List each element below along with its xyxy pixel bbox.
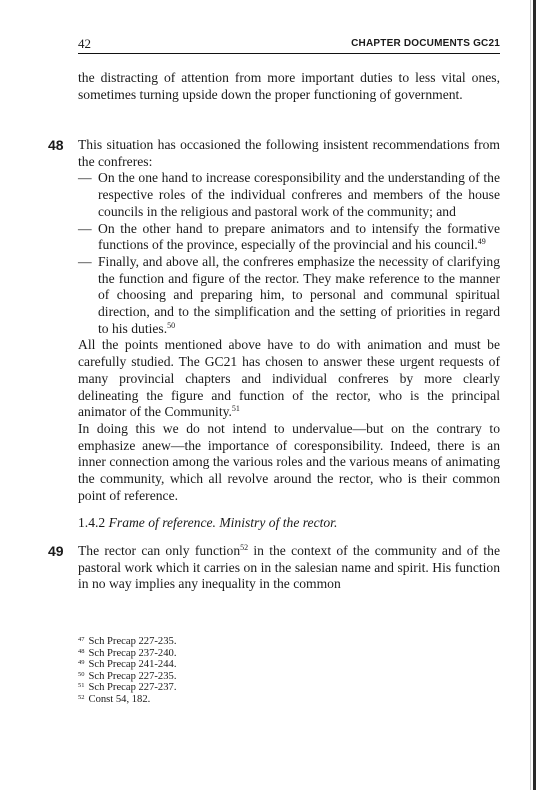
footnote-ref: 52	[240, 543, 249, 552]
page-edge-shadow	[530, 0, 531, 790]
footnotes	[78, 636, 176, 705]
dash-marker: —	[78, 253, 92, 269]
page-number: 42	[78, 36, 91, 51]
footnote: $^{48}$ Sch Precap 237-240.	[78, 647, 177, 659]
paragraph-48-after-1: All the points mentioned above have to do with animation and must be carefully studied. The GC21 has chosen to answer these urgent requests of many provincial chapters and individual confreres by more clearly delineating the figure and function of the rector, who is the principal animator of the Community.$^{51}$	[78, 337, 500, 420]
running-title: CHAPTER DOCUMENTS GC21	[351, 38, 500, 49]
bullet-item: — On the other hand to prepare animators and to intensify the formative functions of the province, especially of the provincial and his council.$^{49}$	[78, 220, 500, 253]
page-header	[78, 37, 500, 51]
footnote: $^{52}$ Const 54, 182.	[78, 693, 151, 705]
paragraph-48-lead: This situation has occasioned the following insistent recommendations from the confreres:	[78, 137, 500, 169]
section-number: 1.4.2	[78, 515, 106, 530]
paragraph-49: The rector can only function$^{52}$ in the context of the community and of the pastoral work which it carries on in the salesian name and spirit. His function in no way implies any inequality in the common	[78, 543, 500, 592]
dash-marker: —	[78, 170, 92, 186]
footnote: $^{51}$ Sch Precap 227-237.	[78, 682, 177, 693]
header-rule	[78, 53, 500, 54]
footnote: $^{50}$ Sch Precap 227-235.	[78, 670, 177, 682]
section-heading	[78, 515, 500, 532]
dash-marker: —	[78, 220, 92, 236]
paragraph-48	[78, 137, 500, 504]
paragraph-48-after-2: In doing this we do not intend to undervalue—but on the contrary to emphasize anew—the importance of coresponsibility. Indeed, there is an inner connection among the various roles and the various means of animating the community, which all revolve around the rector, who is their common point of reference.	[78, 420, 500, 503]
footnote: $^{49}$ Sch Precap 241-244.	[78, 659, 177, 670]
footnote-ref: 51	[231, 404, 240, 414]
footnote-ref: 50	[167, 320, 176, 330]
intro-paragraph: the distracting of attention from more important duties to less vital ones, sometimes turning upside down the proper functioning of government.	[78, 70, 500, 102]
paragraph-number-48: 48	[48, 137, 64, 153]
footnote-ref: 49	[477, 237, 486, 247]
bullet-item: — On the one hand to increase coresponsibility and the understanding of the respective roles of the individual confreres and members of the house councils in the religious and pastoral work of the community; and	[78, 170, 500, 219]
section-title: Frame of reference. Ministry of the rector.	[108, 515, 338, 530]
footnote: $^{47}$ Sch Precap 227-235.	[78, 636, 177, 647]
paragraph-number-49: 49	[48, 543, 64, 559]
bullet-item: — Finally, and above all, the confreres emphasize the necessity of clarifying the function and figure of the rector. They make reference to the manner of choosing and preparing him, to personal and communal spiritual direction, and to the simplification and the setting of priorities in regard to his duties.$^{50}$	[78, 253, 500, 336]
